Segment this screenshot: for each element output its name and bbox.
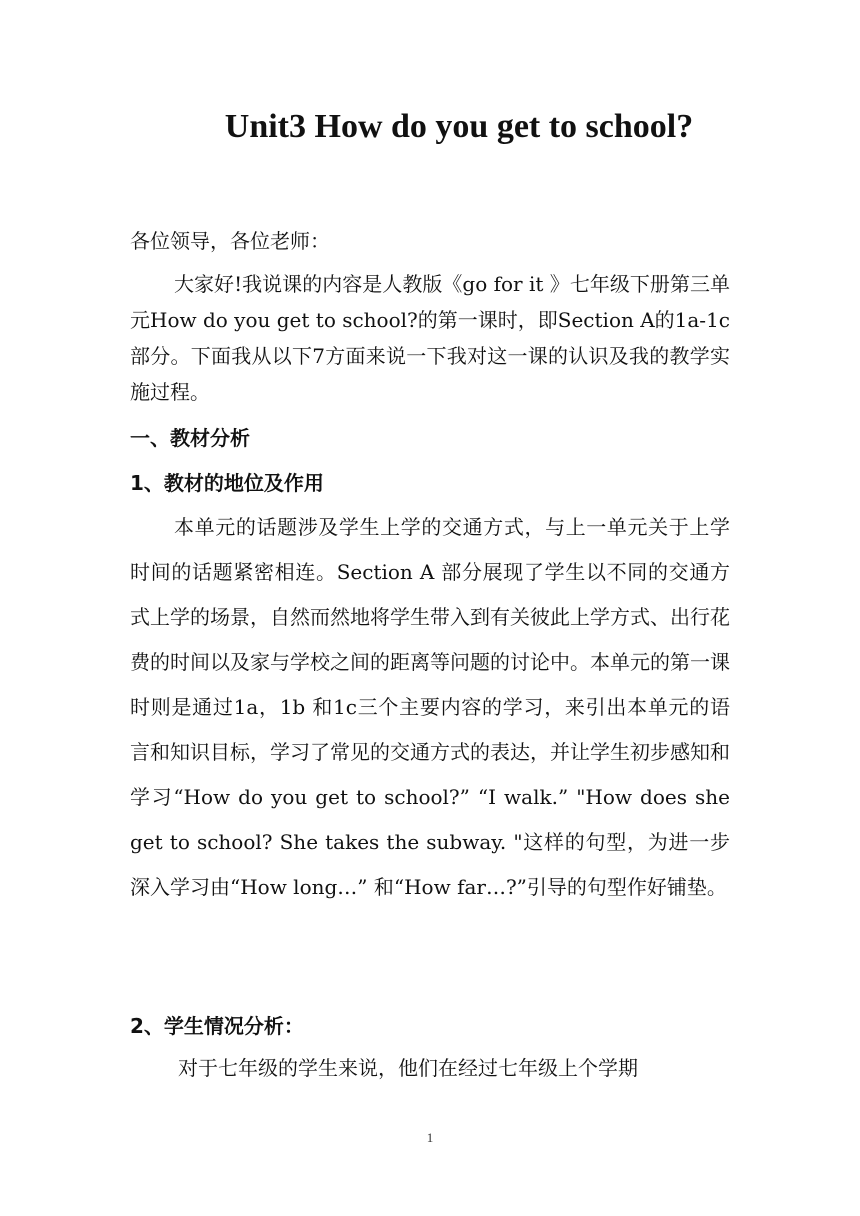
greeting: 各位领导，各位老师： [130, 229, 330, 253]
subsection-heading-student-analysis: 2、学生情况分析： [130, 1014, 304, 1038]
subsection-heading-status-and-role: 1、教材的地位及作用 [130, 471, 324, 495]
intro-paragraph: 大家好!我说课的内容是人教版《go for it 》七年级下册第三单元How do you get to school?的第一课时，即Section A的1a-1c部分。下面我从以下7方面来说一下我对这一课的认识及我的教学实施过程。 [130, 272, 730, 404]
section-heading-textbook-analysis: 一、教材分析 [130, 426, 250, 450]
document-title: Unit3 How do you get to school? [224, 108, 694, 145]
page-number: 1 [426, 1130, 434, 1145]
subsection-paragraph-status-and-role: 本单元的话题涉及学生上学的交通方式，与上一单元关于上学时间的话题紧密相连。Section A 部分展现了学生以不同的交通方式上学的场景，自然而然地将学生带入到有关彼此上学方式、出行花费的时间以及家与学校之间的距离等问题的讨论中。本单元的第一课时则是通过1a，1b 和1c三个主要内容的学习，来引出本单元的语言和知识目标，学习了常见的交通方式的表达，并让学生初步感知和学习“How do you get to school?” “I walk.” "How does she get to school? She takes the subway. "这样的句型，为进一步深入学习由“How long…” 和“How far…?”引导的句型作好铺垫。 [130, 515, 737, 899]
subsection-paragraph-student-analysis: 对于七年级的学生来说，他们在经过七年级上个学期 [178, 1056, 638, 1080]
